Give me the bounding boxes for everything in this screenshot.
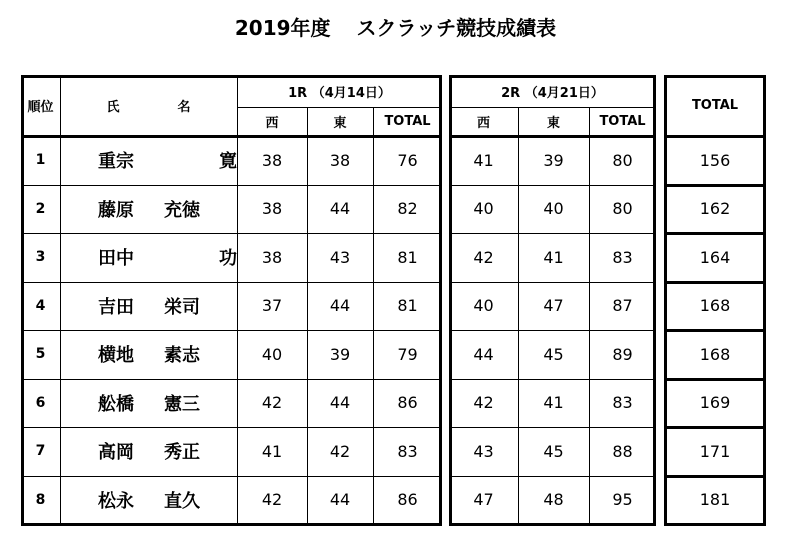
header-round2-west: 西	[476, 116, 490, 131]
row-grand-total: 171	[699, 441, 731, 461]
header-round1-west: 西	[265, 116, 279, 131]
row-r2-total: 80	[612, 199, 633, 219]
player-given-name: 直久	[164, 490, 200, 512]
row-r2-total: 83	[612, 393, 633, 413]
row-r2-west: 40	[473, 199, 494, 219]
row-grand-total: 168	[699, 344, 731, 364]
row-r1-west: 38	[261, 150, 283, 170]
player-given-name: 素志	[164, 345, 200, 367]
row-r2-east: 45	[543, 344, 564, 364]
page-title	[0, 12, 791, 44]
row-grand-total: 156	[699, 150, 731, 170]
row-r2-total: 88	[612, 441, 633, 461]
player-family-name: 吉田	[98, 296, 134, 318]
row-grand-total: 164	[699, 247, 731, 267]
row-r2-west: 44	[473, 344, 494, 364]
row-r2-total: 83	[612, 247, 633, 267]
player-family-name: 田中	[98, 248, 134, 270]
row-r1-west: 42	[261, 393, 283, 413]
player-given-name: 栄司	[164, 296, 200, 318]
row-r1-total: 82	[397, 199, 418, 219]
row-r2-east: 47	[543, 296, 564, 316]
row-player-name	[60, 476, 237, 525]
row-rank: 5	[35, 346, 46, 363]
row-r1-east: 38	[329, 150, 351, 170]
row-r2-east: 40	[543, 199, 564, 219]
header-name-given: 名	[177, 100, 191, 115]
row-r1-west: 40	[261, 344, 283, 364]
row-r2-west: 41	[473, 150, 494, 170]
row-player-name	[60, 427, 237, 476]
row-r2-east: 41	[543, 247, 564, 267]
row-rank: 6	[35, 394, 46, 411]
row-rank: 3	[35, 249, 46, 266]
row-r2-east: 41	[543, 393, 564, 413]
header-round2-east: 東	[546, 116, 560, 131]
row-player-name	[60, 330, 237, 379]
row-rank: 7	[35, 443, 46, 460]
title-year: 2019年度	[234, 16, 331, 40]
row-player-name	[60, 379, 237, 428]
row-r2-total: 89	[612, 344, 633, 364]
row-r1-total: 86	[397, 490, 418, 510]
player-family-name: 重宗	[98, 151, 134, 173]
header-round1-east: 東	[333, 116, 347, 131]
row-grand-total: 168	[699, 296, 731, 316]
row-r1-total: 76	[397, 150, 418, 170]
row-r2-east: 45	[543, 441, 564, 461]
player-family-name: 高岡	[98, 442, 134, 464]
row-r1-east: 44	[329, 393, 351, 413]
row-r1-total: 79	[397, 344, 418, 364]
player-family-name: 松永	[98, 490, 134, 512]
row-r2-total: 80	[612, 150, 633, 170]
row-grand-total: 181	[699, 490, 731, 510]
row-r1-total: 86	[397, 393, 418, 413]
row-player-name	[60, 282, 237, 331]
row-r1-east: 42	[329, 441, 351, 461]
row-r1-total: 81	[397, 247, 418, 267]
row-r1-east: 44	[329, 490, 351, 510]
row-r2-west: 40	[473, 296, 494, 316]
player-family-name: 横地	[98, 345, 134, 367]
row-r1-west: 41	[261, 441, 283, 461]
row-player-name	[60, 136, 237, 185]
header-name-family: 氏	[106, 100, 120, 115]
header-round1: 1R （4月14日）	[288, 85, 391, 101]
header-name	[60, 75, 237, 136]
player-given-name: 寛	[219, 151, 237, 173]
row-r1-total: 81	[397, 296, 418, 316]
row-r2-west: 43	[473, 441, 494, 461]
row-r2-east: 39	[543, 150, 564, 170]
row-r2-total: 95	[612, 490, 633, 510]
row-grand-total: 169	[699, 393, 731, 413]
header-rank: 順位	[27, 100, 54, 115]
row-r1-east: 39	[329, 344, 351, 364]
row-grand-total: 162	[699, 199, 731, 219]
row-r1-total: 83	[397, 441, 418, 461]
row-r1-west: 37	[261, 296, 283, 316]
header-grand-total: TOTAL	[691, 98, 739, 113]
row-r2-west: 42	[473, 247, 494, 267]
row-rank: 2	[35, 200, 46, 217]
row-rank: 8	[35, 491, 46, 508]
row-rank: 1	[35, 152, 46, 169]
row-player-name	[60, 233, 237, 282]
player-given-name: 秀正	[164, 442, 200, 464]
row-r2-total: 87	[612, 296, 633, 316]
row-r1-west: 38	[261, 199, 283, 219]
row-r2-east: 48	[543, 490, 564, 510]
row-r1-west: 42	[261, 490, 283, 510]
header-round2-total: TOTAL	[599, 114, 646, 129]
row-r1-east: 43	[329, 247, 351, 267]
player-given-name: 充徳	[164, 199, 200, 221]
header-round1-total: TOTAL	[384, 114, 431, 129]
player-given-name: 功	[219, 248, 237, 270]
row-player-name	[60, 185, 237, 234]
row-r1-west: 38	[261, 247, 283, 267]
row-r2-west: 42	[473, 393, 494, 413]
title-name: スクラッチ競技成績表	[356, 16, 557, 40]
player-family-name: 藤原	[98, 199, 134, 221]
row-r2-west: 47	[473, 490, 494, 510]
player-given-name: 憲三	[164, 393, 200, 415]
header-round2: 2R （4月21日）	[501, 85, 604, 101]
player-family-name: 舩橋	[98, 393, 134, 415]
row-r1-east: 44	[329, 296, 351, 316]
row-r1-east: 44	[329, 199, 351, 219]
row-rank: 4	[35, 297, 46, 314]
